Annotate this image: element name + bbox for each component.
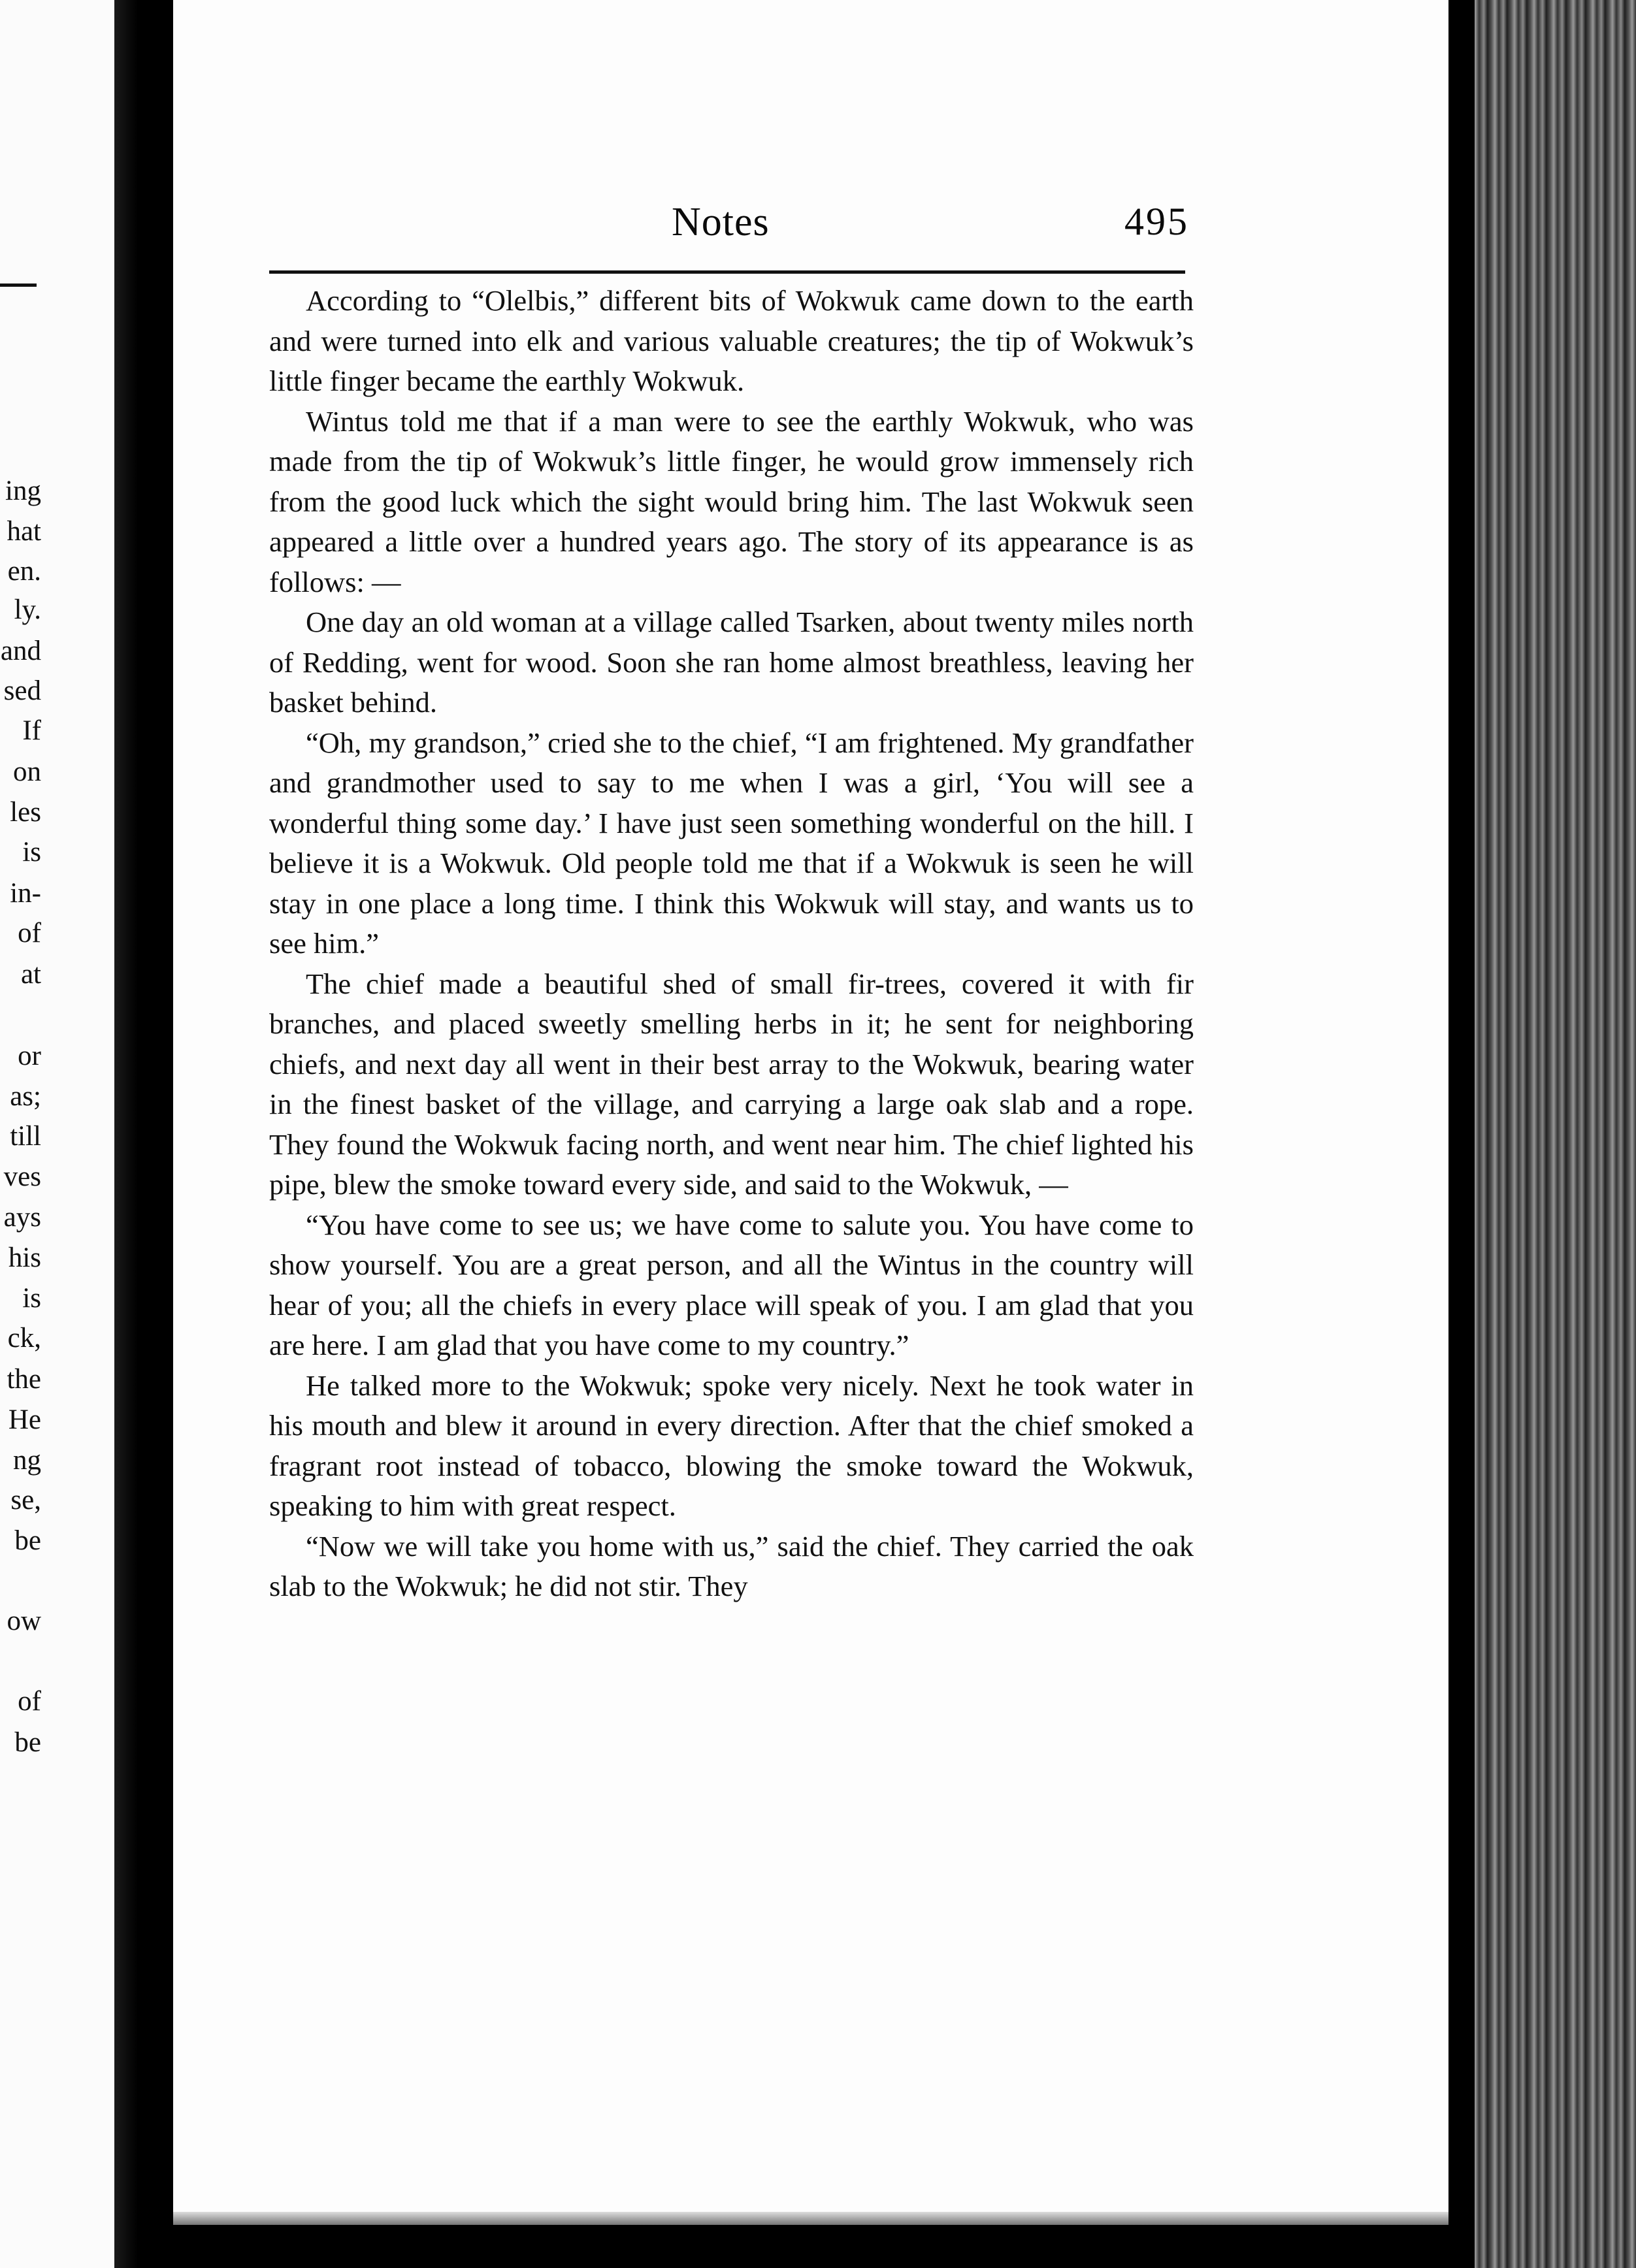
left-page-fragment: se, (10, 1485, 41, 1515)
paragraph: Wintus told me that if a man were to see the earthly Wokwuk, who was made from the tip of Wokwuk’s little finger, he would grow immensely rich from the good luck which the sight would bring him. The last Wokwuk seen appeared a little over a hundred years ago. The story of its appearance is as follows: — (269, 404, 1194, 598)
running-title: Notes (672, 200, 770, 244)
paragraph: One day an old woman at a village called Tsarken, about twenty miles north of Redding, went for wood. Soon she ran home almost breathless, leaving her basket behind. (269, 606, 1194, 719)
left-page-fragment: les (10, 797, 41, 828)
left-page-fragment: be (14, 1727, 41, 1758)
left-page-fragment: of (18, 1686, 41, 1717)
left-page-fragment: is (22, 1283, 41, 1314)
page-bottom-edge (173, 2212, 1480, 2225)
left-page-fragment: and (0, 636, 41, 666)
running-header (261, 199, 1189, 251)
paragraph: The chief made a beautiful shed of small fir-trees, covered it with fir branches, and placed sweetly smelling herbs in it; he sent for neighboring chiefs, and next day all went in their best array to the Wokwuk, bearing water in the finest basket of the village, and carrying a large oak slab and a rope. They found the Wokwuk facing north, and went near him. The chief lighted his pipe, blew the smoke toward every side, and said to the Wokwuk, — (269, 967, 1194, 1201)
paragraph: “Oh, my grandson,” cried she to the chief, “I am frightened. My grandfather and grandmother used to say to me when I was a girl, ‘You will see a wonderful thing some day.’ I have just seen something wonderful on the hill. I believe it is a Wokwuk. Old people told me that if a Wokwuk is seen he will stay in one place a long time. I think this Wokwuk will stay, and wants us to see him.” (269, 726, 1194, 960)
left-page-fragment: ow (7, 1606, 41, 1636)
page-edge-shadow (1448, 0, 1475, 2268)
left-page-fragment: on (13, 756, 41, 787)
left-page-fragment: ves (3, 1161, 41, 1192)
left-page-fragment: or (18, 1041, 41, 1071)
header-rule (269, 270, 1185, 274)
left-page-fragment: as; (10, 1081, 41, 1112)
book-gutter (114, 0, 173, 2268)
left-page-fragment: of (18, 918, 41, 948)
left-page-header-rule (0, 284, 37, 287)
left-page-fragment: ck, (7, 1323, 41, 1353)
left-page-fragment: till (10, 1121, 41, 1152)
left-page-fragment: sed (3, 675, 41, 706)
left-page-fragment: in- (10, 878, 41, 909)
paragraph: He talked more to the Wokwuk; spoke very nicely. Next he took water in his mouth and blew it around in every direction. After that the chief smoked a fragrant root instead of tobacco, blowing the smoke toward the Wokwuk, speaking to him with great respect. (269, 1369, 1194, 1522)
paragraph: “Now we will take you home with us,” said the chief. They carried the oak slab to the Wokwuk; he did not stir. They (269, 1529, 1194, 1602)
book-page-edges (1448, 0, 1636, 2268)
body-text (269, 281, 1194, 1607)
left-page-fragment: ng (13, 1445, 41, 1476)
left-page-fragment: ly. (14, 594, 41, 625)
left-page-fragment: He (8, 1404, 41, 1435)
left-page-fragment: If (22, 715, 41, 746)
left-page-fragment: the (7, 1364, 41, 1395)
left-page-fragment: en. (7, 556, 41, 587)
left-page-edge (0, 0, 114, 2268)
left-page-fragment: is (22, 837, 41, 867)
left-page-fragment: at (20, 959, 41, 990)
page-number: 495 (1124, 200, 1189, 243)
left-page-fragment: be (14, 1525, 41, 1556)
paragraph: According to “Olelbis,” different bits of Wokwuk came down to the earth and were turned into elk and various valuable creatures; the tip of Wokwuk’s little finger became the earthly Wokwuk. (269, 284, 1194, 397)
left-page-fragment: hat (7, 516, 41, 547)
paragraph: “You have come to see us; we have come to salute you. You have come to show yourself. You are a great person, and all the Wintus in the country will hear of you; all the chiefs in every place will speak of you. I am glad that you are here. I am glad that you have come to my country.” (269, 1208, 1194, 1361)
left-page-fragment: ays (3, 1202, 41, 1233)
left-page-fragment: his (8, 1242, 41, 1273)
left-page-fragment: ing (5, 476, 41, 506)
